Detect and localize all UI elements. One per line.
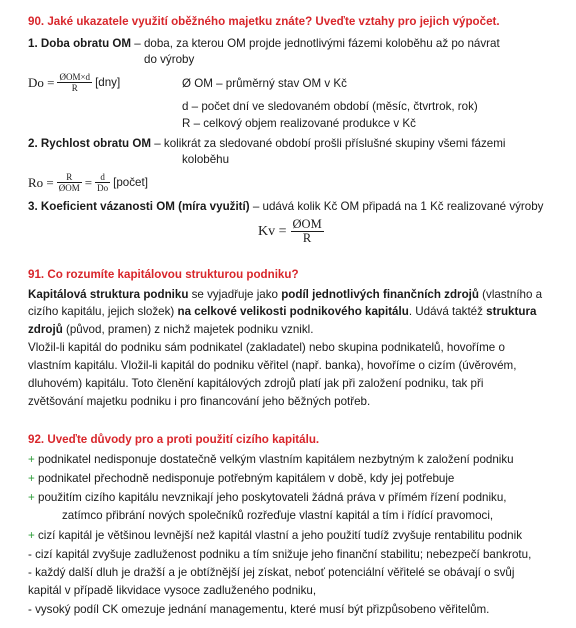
formula-ro-numerator-2: d xyxy=(95,172,110,183)
formula-kv-fraction xyxy=(291,218,324,245)
legend-days: d – počet dní ve sledovaném období (měsíc, čtvrtrok, rok) xyxy=(182,100,478,113)
formula-do-denominator: R xyxy=(71,83,78,93)
formula-ro-numerator-1: R xyxy=(57,172,82,183)
s91-text-5: (původ, pramen) z nichž majetek podniku vznikl. xyxy=(62,323,314,336)
s91-bold-2: podíl jednotlivých finančních zdrojů xyxy=(281,288,479,301)
s91-text-2: (vlastního a xyxy=(478,288,543,301)
s91-bold-5: zdrojů xyxy=(28,323,63,336)
item-2-text: – kolikrát za sledované období prošli příslušné skupiny všemi fázemi xyxy=(151,137,506,150)
con-item-2: - každý další dluh je dražší a je obtížnější jej získat, neboť potenciální věřitelé se obávají o svůj xyxy=(28,566,515,579)
pro-item-3-text: použitím cizího kapitálu nevznikají jeho poskytovateli žádná práva v přímém řízení podniku, xyxy=(34,491,507,504)
formula-kv xyxy=(258,218,328,245)
s91-line-7: zvětšování majetku podniku i pro financování jeho běžných potřeb. xyxy=(28,395,371,408)
con-item-1: - cizí kapitál zvyšuje zadluženost podniku a tím snižuje jeho finanční stabilitu; nebezpečí bankrotu, xyxy=(28,548,532,561)
s91-bold-3: na celkové velikosti podnikového kapitálu xyxy=(177,305,409,318)
s91-text-1: se vyjadřuje jako xyxy=(188,288,282,301)
formula-kv-denominator: R xyxy=(302,231,312,245)
formula-kv-numerator: ØOM xyxy=(292,217,322,231)
formula-ro xyxy=(28,172,148,193)
item-2-text-cont: koloběhu xyxy=(182,153,230,166)
item-2-line xyxy=(28,136,505,152)
s91-text-4: . Udává taktéž xyxy=(408,305,487,318)
plus-marker: + xyxy=(28,529,35,542)
pro-item-3-cont: zatímco přibrání nových společníků rozřeďuje vlastní kapitál a tím i řídící pravomoci, xyxy=(62,509,494,522)
item-3-line xyxy=(28,199,543,215)
item-1-title: 1. Doba obratu OM xyxy=(28,37,132,50)
heading-92: 92. Uveďte důvody pro a proti použití cizího kapitálu. xyxy=(28,433,320,446)
plus-marker: + xyxy=(28,453,35,466)
con-item-3: - vysoký podíl CK omezuje jednání managementu, které musí být přizpůsobeno věřitelům. xyxy=(28,603,490,616)
formula-kv-lhs: Kv = xyxy=(258,223,287,239)
item-3-title: 3. Koeficient vázanosti OM (míra využití) xyxy=(28,200,250,213)
formula-ro-fraction-2 xyxy=(95,172,110,193)
formula-ro-lhs: Ro = xyxy=(28,174,54,190)
formula-do-numerator: ØOM×d xyxy=(59,72,91,82)
legend-revenue: R – celkový objem realizované produkce v Kč xyxy=(182,117,416,130)
s91-line-6: dluhovém) kapitálu. Toto členění kapitálových zdrojů platí jak při založení podniku, tak při xyxy=(28,377,484,390)
pro-item-2-text: podnikatel přechodně nedisponuje potřebným kapitálem v době, kdy jej potřebuje xyxy=(34,472,455,485)
formula-ro-unit: [počet] xyxy=(113,176,148,189)
formula-ro-denominator-2: Do xyxy=(97,183,109,193)
s91-line-4: Vložil-li kapitál do podniku sám podnikatel (zakladatel) nebo skupina podnikatelů, hovoříme o xyxy=(28,341,505,354)
item-1-line xyxy=(28,36,500,52)
pro-item-4-text: cizí kapitál je většinou levnější než kapitál vlastní a jeho použití tudíž zvyšuje rentabilitu podnik xyxy=(34,529,522,542)
legend-avg-om: Ø OM – průměrný stav OM v Kč xyxy=(182,77,347,90)
con-item-2-cont: kapitál v případě likvidace vysoce zadluženého podniku, xyxy=(28,584,317,597)
pro-item-3 xyxy=(28,490,507,506)
formula-do xyxy=(28,72,120,93)
s91-bold-1: Kapitálová struktura podniku xyxy=(28,288,189,301)
s91-line-1 xyxy=(28,287,542,303)
formula-do-lhs: Do = xyxy=(28,74,55,90)
formula-ro-denominator-1: ØOM xyxy=(58,183,80,193)
plus-marker: + xyxy=(28,472,35,485)
s91-line-5: vlastním kapitálu. Vložil-li kapitál do podniku věřitel (např. banka), hovoříme o cizím (úvěrovém, xyxy=(28,359,517,372)
pro-item-2 xyxy=(28,471,454,487)
pro-item-4 xyxy=(28,528,522,544)
formula-do-unit: [dny] xyxy=(95,76,121,89)
pro-item-1-text: podnikatel nedisponuje dostatečně velkým vlastním kapitálem nezbytným k založení podniku xyxy=(34,453,514,466)
item-1-text-cont: do výroby xyxy=(144,53,195,66)
s91-text-3: cizího kapitálu, jejich složek) xyxy=(28,305,178,318)
formula-ro-equals: = xyxy=(84,174,93,190)
item-2-title: 2. Rychlost obratu OM xyxy=(28,137,152,150)
s91-line-3 xyxy=(28,322,313,338)
heading-91: 91. Co rozumíte kapitálovou strukturou podniku? xyxy=(28,268,299,281)
s91-bold-4: struktura xyxy=(486,305,537,318)
item-1-text: – doba, za kterou OM projde jednotlivými fázemi koloběhu až po návrat xyxy=(131,37,500,50)
s91-line-2 xyxy=(28,304,536,320)
plus-marker: + xyxy=(28,491,35,504)
heading-90: 90. Jaké ukazatele využití oběžného majetku znáte? Uveďte vztahy pro jejich výpočet. xyxy=(28,15,500,28)
item-3-text: – udává kolik Kč OM připadá na 1 Kč realizované výroby xyxy=(249,200,544,213)
formula-do-fraction xyxy=(57,72,92,93)
pro-item-1 xyxy=(28,452,514,468)
formula-ro-fraction-1 xyxy=(57,172,82,193)
